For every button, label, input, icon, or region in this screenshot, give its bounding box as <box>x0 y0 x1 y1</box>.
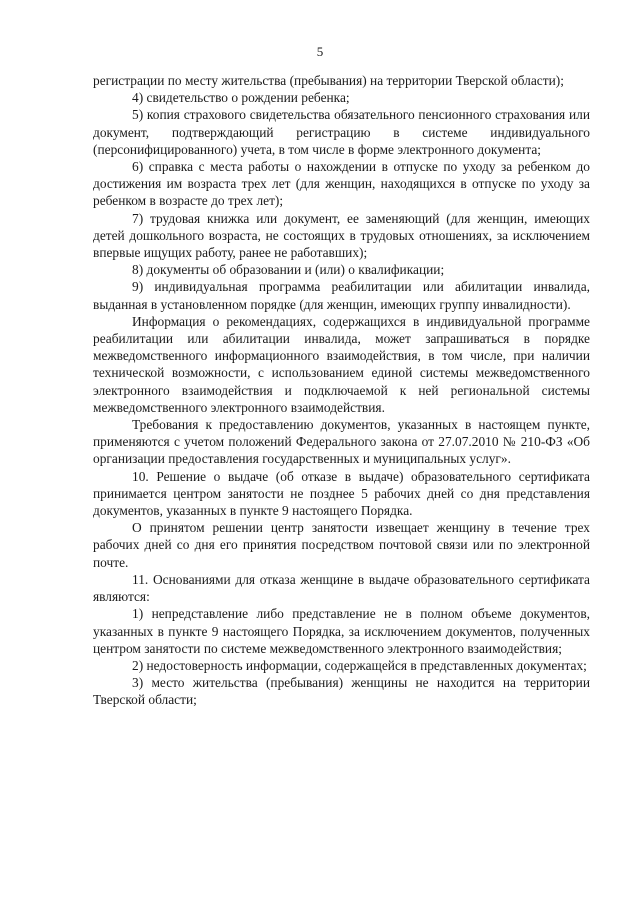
paragraph-rehabilitation-info: Информация о рекомендациях, содержащихся в индивидуальной программе реабилитации или абилитации инвалида, может запрашиваться в порядке межведомственного информационного взаимодействия, в том числе, при наличии технической возможности, с использованием единой системы межведомственного электронного взаимодействия и подключаемой к ней региональной системы межведомственного электронного взаимодействия. <box>93 313 590 415</box>
page-number: 5 <box>316 44 324 59</box>
list-item-8: 8) документы об образовании и (или) о квалификации; <box>132 262 445 278</box>
paragraph-notification: О принятом решении центр занятости извещает женщину в течение трех рабочих дней со дня его принятия посредством почтовой связи или по электронной почте. <box>93 520 590 570</box>
list-item-4: 4) свидетельство о рождении ребенка; <box>132 90 350 106</box>
refusal-ground-3: 3) место жительства (пребывания) женщины не находится на территории Тверской области; <box>93 675 590 708</box>
clause-11: 11. Основаниями для отказа женщине в выдаче образовательного сертификата являются: <box>93 571 590 605</box>
refusal-ground-1: 1) непредставление либо представление не в полном объеме документов, указанных в пункте 9 настоящего Порядка, за исключением документов, полученных центром занятости по системе межведомственного электронного взаимодействия; <box>93 606 590 656</box>
paragraph-continuation: регистрации по месту жительства (пребывания) на территории Тверской области); <box>93 73 564 88</box>
list-item-6: 6) справка с места работы о нахождении в отпуске по уходу за ребенком до достижения им возраста трех лет (для женщин, находящихся в отпуске по уходу за ребенком в возрасте до трех лет); <box>93 159 590 209</box>
list-item-7: 7) трудовая книжка или документ, ее заменяющий (для женщин, имеющих детей дошкольного возраста, не состоящих в трудовых отношениях, за исключением впервые ищущих работу, ранее не работавших); <box>93 210 590 261</box>
list-item-9: 9) индивидуальная программа реабилитации или абилитации инвалида, выданная в установленном порядке (для женщин, имеющих группу инвалидности). <box>93 279 590 312</box>
paragraph-requirements: Требования к предоставлению документов, указанных в настоящем пункте, применяются с учетом положений Федерального закона от 27.07.2010 № 210-ФЗ «Об организации предоставления государственных и муниципальных услуг». <box>93 417 590 467</box>
document-body <box>93 72 590 709</box>
list-item-5: 5) копия страхового свидетельства обязательного пенсионного страхования или документ, подтверждающий регистрацию в системе индивидуального (персонифицированного) учета, в том числе в форме электронного документа; <box>93 107 590 157</box>
refusal-ground-2: 2) недостоверность информации, содержащейся в представленных документах; <box>132 657 587 673</box>
clause-10: 10. Решение о выдаче (об отказе в выдаче) образовательного сертификата принимается центром занятости не позднее 5 рабочих дней со дня представления документов, указанных в пункте 9 настоящего Порядка. <box>93 468 590 519</box>
